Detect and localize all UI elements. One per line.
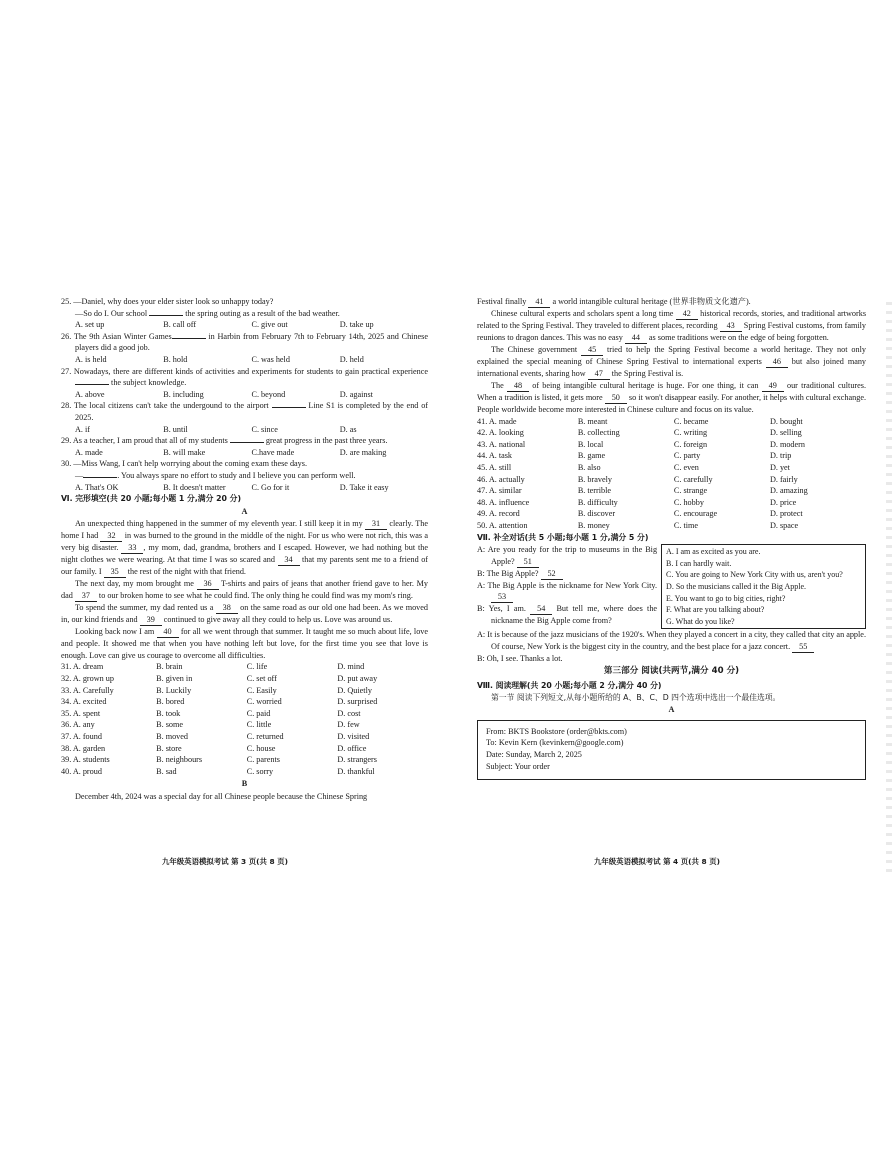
options-27: A. above B. including C. beyond D. against [75,389,373,399]
email-header-box [477,720,866,780]
options-row: 44. A. task B. game C. party D. trip [477,451,792,461]
left-page: 25. —Daniel, why does your elder sister look so unhappy today? —So do I. Our school the spring outing as a result of the bad weather. A. set up B. call off C. give out D. take up 26. The 9th Asian Winter Games in Harbin from February 7th to February 14th, 2025 and Chinese players did a good job. A. is held B. hold C. was held D. held 27. Nowadays, there are different kinds of activities and experiments for students to gain practical experience the subject knowledge. A. above B. including C. beyond D. against 28. The local citizens can't take the undergound to the airport Line S1 is completed by the end of 2025. A. if B. until C. since D. as 29. As a teacher, I am proud that all of my students great progress in the past three years. A. made B. will make C.have made D. are making 30. —Miss Wang, I can't help worrying about the coming exam these days. — . You always spare no effort to study and I believe you can perform well. A. That's OK B. It doesn't matter C. Go for it D. Take it easy Ⅵ. 完形填空(共 20 小题;每小题 1 分,满分 20 分) A An unexpected thing happened in the summer of my eleventh year. I still keep it in my 31 clearly. The home I had 32 in was burned to the ground in the middle of the night. For us who were not rich, this was a very big disaster. 33 , my mom, dad, grandma, brothers and I escaped. However, we had nothing but the night clothes we were wearing. At that time I was so scared and 34 that my parents sent me to a friend of our family. I 35 the rest of the night with that friend. The next day, my mom brought me 36 T-shirts and pairs of jeans that another friend gave to her. My dad 37 to our broken home to see what he could find. The only thing he could find was my mom's ring. To spend the summer, my dad rented us a 38 on the same road as our old one had been. As we moved in, our kind friends and 39 continued to give away all they could to help us. Love was around us. Looking back now I am 40 for all we went through that summer. It taught me so much about life, love and people. It showed me that when you have nothing left but love, for the first time you see that love is enough. Love can give us courage to overcome all difficulties. 31. A. dream B. brain C. life D. mind 32. A. grown up B. given in C. set off D. put away 33. A. Carefully B. Luckily C. Easily D. Quietly 34. A. excited B. bored C. worried D. surprised 35. A. spent B. took C. paid D. cost 36. A. any B. some C. little D. few 37. A. found B. moved C. returned D. visited 38. A. garden B. store C. house D. office 39. A. students B. neighbours C. parents D. strangers 40. A. proud B. sad C. sorry D. thankful B December 4th, 2024 was a special day for all Chinese people because the Chinese Spring [61,297,429,801]
passage-label-a: A [241,506,248,516]
section-heading-dialogue: Ⅶ. 补全对话(共 5 小题;每小题 1 分,满分 5 分) [477,532,649,542]
question-26: 26. The 9th Asian Winter Games in Harbin from February 7th to February 14th, 2025 and Chinese players did a good job. [61,331,429,353]
options-row: 31. A. dream B. brain C. life D. mind [61,662,365,672]
email-from: From: BKTS Bookstore (order@bkts.com) [486,726,627,736]
options-29: A. made B. will make C.have made D. are making [75,447,387,457]
dialogue-block [477,544,866,629]
options-row: 39. A. students B. neighbours C. parents D. strangers [61,755,377,765]
options-row: 32. A. grown up B. given in C. set off D. put away [61,674,378,684]
email-subject: Subject: Your order [486,761,550,771]
dialogue-options-box: A. I am as excited as you are. B. I can hardly wait. C. You are going to New York City with us, aren't you? D. So the musicians called it the Big Apple. E. You want to go to big cities, right? F. What are you talking about? G. What do you like? [661,544,866,629]
options-row: 48. A. influence B. difficulty C. hobby D. price [477,497,797,507]
passage-b-paragraph-2: Chinese cultural experts and scholars spent a long time 42 historical records, stories, and traditional artworks related to the Spring Festival. They traveled to different places, recording 43 Spring Festival customs, from family reunions to dragon dances. This was no easy 44 as some traditions were on the edge of being forgotten. [477,309,867,342]
cloze-options-b [477,416,866,532]
options-26: A. is held B. hold C. was held D. held [75,354,364,364]
cloze-paragraph-2: The next day, my mom brought me 36 T-shirts and pairs of jeans that another friend gave to her. My dad 37 to our broken home to see what he could find. The only thing he could find was my mom's ring. [61,579,428,601]
options-row: 46. A. actually B. bravely C. carefully D. fairly [477,474,798,484]
page-edge [886,296,892,876]
answer-blank [172,338,206,339]
question-28: 28. The local citizens can't take the undergound to the airport Line S1 is completed by the end of 2025. [61,401,429,422]
email-date: Date: Sunday, March 2, 2025 [486,750,582,760]
answer-blank [149,315,183,316]
page-footer-left: 九年级英语模拟考试 第 3 页(共 8 页) [162,857,288,866]
cloze-paragraph-4: Looking back now I am 40 for all we went through that summer. It taught me so much about life, love and people. It showed me that when you have nothing left but love, for the first time you see that love is enough. Love can give us courage to overcome all difficulties. [61,627,429,660]
answer-blank [272,407,306,408]
options-25: A. set up B. call off C. give out D. take up [75,320,374,330]
dialogue-line-a3: A: It is because of the jazz musicians of the 1920's. When they played a concert in a city, they called that city an apple. Of course, New York is the biggest city in the country, and the best place for a jazz concert. 55 [477,630,866,651]
passage-b-paragraph-3: The Chinese government 45 tried to help the Spring Festival become a world heritage. They not only explained the special meaning of Chinese Spring Festival to international experts 46 but also joined many international events, sharing how 47 the Spring Festival is. [477,345,867,378]
section-heading-reading: Ⅷ. 阅读理解(共 20 小题;每小题 2 分,满分 40 分) [477,681,662,691]
cloze-options [61,661,428,777]
passage-label-b: B [241,779,248,789]
passage-b-paragraph-4: The 48 of being intangible cultural heritage is huge. For one thing, it can 49 our traditional cultures. When a tradition is listed, it gets more 50 so it won't disappear easily. For another, it helps with cultural exchange. People worldwide become more interested in Chinese culture and focus on its value. [477,381,867,414]
passage-b-start: December 4th, 2024 was a special day for all Chinese people because the Chinese Spring [75,792,368,801]
options-row: 42. A. looking B. collecting C. writing D. selling [477,428,802,438]
options-row: 40. A. proud B. sad C. sorry D. thankful [61,766,375,776]
right-page [477,296,866,780]
reading-instructions: 第一节 阅读下列短文,从每小题所给的 A、B、C、D 四个选项中选出一个最佳选项。 [491,692,781,702]
cloze-paragraph-1: An unexpected thing happened in the summer of my eleventh year. I still keep it in my 31 clearly. The home I had 32 in was burned to the ground in the middle of the night. For us who were not rich, this was a very big disaster. 33 , my mom, dad, grandma, brothers and I escaped. However, we had nothing but the night clothes we were wearing. At that time I was so scared and 34 that my parents sent me to a friend of our family. I 35 the rest of the night with that friend. [61,519,429,577]
question-30: 30. —Miss Wang, I can't help worrying about the coming exam these days. [61,459,308,469]
options-30: A. That's OK B. It doesn't matter C. Go for it D. Take it easy [75,482,389,492]
question-29: 29. As a teacher, I am proud that all of my students great progress in the past three years. [61,436,388,446]
answer-blank [230,442,264,443]
options-row: 50. A. attention B. money C. time D. space [477,520,799,530]
cloze-paragraph-3: To spend the summer, my dad rented us a 38 on the same road as our old one had been. As we moved in, our kind friends and 39 continued to give away all they could to help us. Love was around us. [61,603,428,625]
dialogue-line-b3: B: Oh, I see. Thanks a lot. [477,653,563,663]
question-27: 27. Nowadays, there are different kinds of activities and experiments for students to gain practical experience the subject knowledge. [61,366,428,388]
options-row: 37. A. found B. moved C. returned D. visited [61,732,370,742]
options-row: 43. A. national B. local C. foreign D. modern [477,439,805,449]
part-three-heading: 第三部分 阅读(共两节,满分 40 分) [603,666,740,677]
options-row: 36. A. any B. some C. little D. few [61,720,360,730]
question-25: 25. —Daniel, why does your elder sister look so unhappy today? [61,297,274,306]
answer-blank [83,477,117,478]
passage-b-paragraph-1: Festival finally 41 a world intangible cultural heritage (世界非物质文化遗产). [477,297,751,306]
options-row: 35. A. spent B. took C. paid D. cost [61,708,361,718]
options-28: A. if B. until C. since D. as [75,424,357,434]
dialogue-lines: A: Are you ready for the trip to museums in the Big Apple? 51 B: The Big Apple? 52 A: The Big Apple is the nickname for New York City. 53 B: Yes, I am. 54 But tell me, where does the nickname the Big Apple come from? [477,545,658,626]
email-to: To: Kevin Kern (kevinkern@google.com) [486,738,624,748]
options-row: 49. A. record B. discover C. encourage D. protect [477,509,803,519]
options-row: 47. A. similar B. terrible C. strange D. amazing [477,486,808,496]
answer-blank [75,384,109,385]
options-row: 41. A. made B. meant C. became D. bought [477,416,803,426]
options-row: 34. A. excited B. bored C. worried D. surprised [61,697,378,707]
options-row: 38. A. garden B. store C. house D. office [61,743,367,753]
options-row: 45. A. still B. also C. even D. yet [477,462,790,472]
page-footer-right: 九年级英语模拟考试 第 4 页(共 8 页) [594,857,720,866]
section-heading-cloze: Ⅵ. 完形填空(共 20 小题;每小题 1 分,满分 20 分) [61,494,242,504]
options-row: 33. A. Carefully B. Luckily C. Easily D. Quietly [61,685,372,695]
passage-label-a-reading: A [668,705,675,715]
